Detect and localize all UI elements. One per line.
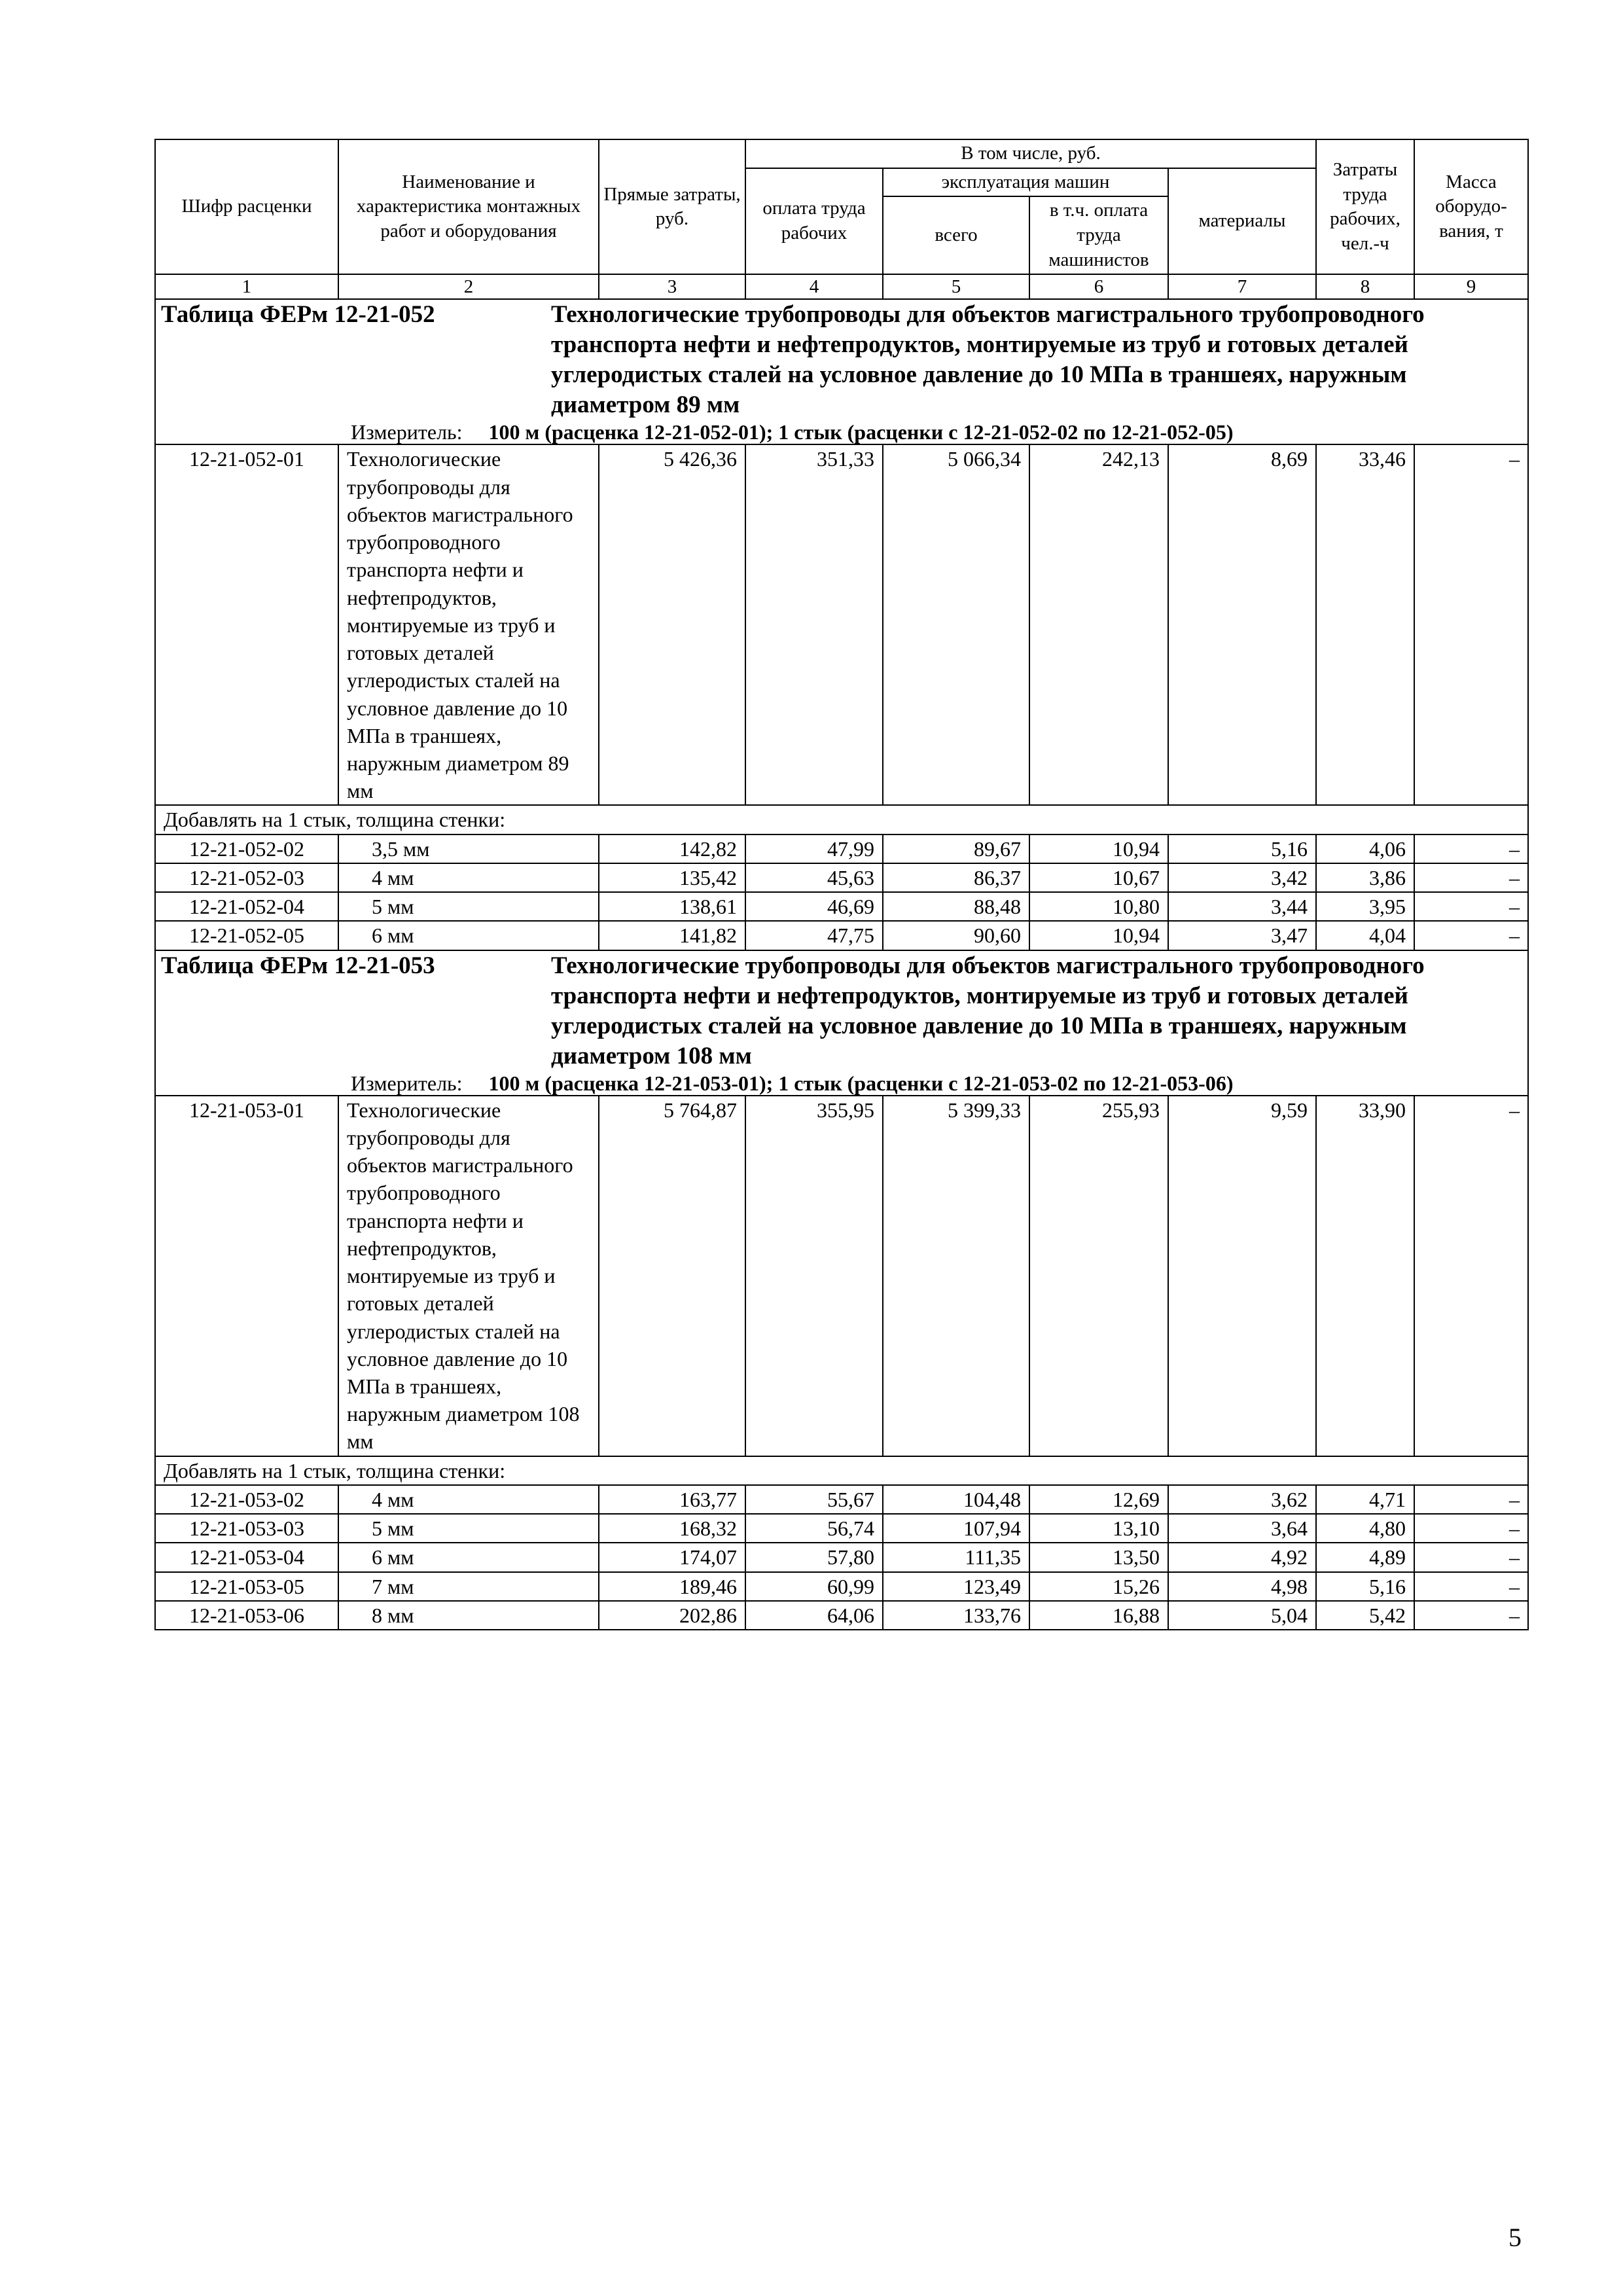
wall-thickness-cell: 6 мм [338, 1543, 599, 1571]
direct-costs-cell: 142,82 [599, 834, 745, 863]
column-number: 2 [338, 274, 599, 299]
equipment-mass-cell: – [1414, 834, 1528, 863]
operators-pay-cell: 10,94 [1029, 834, 1168, 863]
machines-total-cell: 89,67 [883, 834, 1029, 863]
direct-costs-cell: 174,07 [599, 1543, 745, 1571]
direct-costs-cell: 202,86 [599, 1601, 745, 1630]
header-equipment-mass: Масса оборудо-вания, т [1414, 139, 1528, 274]
worker-pay-cell: 47,75 [745, 921, 883, 950]
column-number: 7 [1168, 274, 1316, 299]
work-name-cell: Технологические трубопроводы для объектов магистрального трубопроводного транспорта нефти и нефтепродуктов, монтируемые из труб и готовых деталей углеродистых сталей на условное давление до 10 МПа в траншеях, наружным диаметром 108 мм [338, 1096, 599, 1456]
header-labor-hours: Затраты труда рабочих, чел.-ч [1316, 139, 1414, 274]
direct-costs-cell: 5 764,87 [599, 1096, 745, 1456]
rates-table-body [155, 139, 1528, 1630]
table-label: Таблица ФЕРм 12-21-053 [161, 952, 435, 979]
header-name: Наименование и характеристика монтажных работ и оборудования [338, 139, 599, 274]
labor-hours-cell: 4,06 [1316, 834, 1414, 863]
operators-pay-cell: 13,10 [1029, 1514, 1168, 1543]
table-row [155, 1096, 1528, 1456]
rate-code-cell: 12-21-052-03 [155, 863, 338, 892]
subheader-row [155, 805, 1528, 834]
direct-costs-cell: 163,77 [599, 1485, 745, 1514]
materials-cell: 8,69 [1168, 444, 1316, 805]
equipment-mass-cell: – [1414, 1096, 1528, 1456]
header-including: В том числе, руб. [745, 139, 1316, 168]
header-operators-pay: в т.ч. оплата труда машинистов [1029, 196, 1168, 274]
column-number: 9 [1414, 274, 1528, 299]
worker-pay-cell: 60,99 [745, 1572, 883, 1601]
table-caption [155, 950, 1528, 1096]
machines-total-cell: 133,76 [883, 1601, 1029, 1630]
machines-total-cell: 90,60 [883, 921, 1029, 950]
materials-cell: 4,92 [1168, 1543, 1316, 1571]
column-number: 3 [599, 274, 745, 299]
equipment-mass-cell: – [1414, 444, 1528, 805]
machines-total-cell: 5 399,33 [883, 1096, 1029, 1456]
subheader-text: Добавлять на 1 стык, толщина стенки: [155, 805, 1528, 834]
equipment-mass-cell: – [1414, 1543, 1528, 1571]
machines-total-cell: 111,35 [883, 1543, 1029, 1571]
materials-cell: 3,44 [1168, 892, 1316, 921]
table-caption-grid [161, 300, 1522, 420]
column-number: 6 [1029, 274, 1168, 299]
work-name-cell: Технологические трубопроводы для объектов магистрального трубопроводного транспорта нефти и нефтепродуктов, монтируемые из труб и готовых деталей углеродистых сталей на условное давление до 10 МПа в траншеях, наружным диаметром 89 мм [338, 444, 599, 805]
table-caption-row [155, 950, 1528, 1096]
column-number: 8 [1316, 274, 1414, 299]
rate-code-cell: 12-21-053-03 [155, 1514, 338, 1543]
measure-unit-value: 100 м (расценка 12-21-052-01); 1 стык (расценки с 12-21-052-02 по 12-21-052-05) [488, 420, 1234, 444]
labor-hours-cell: 33,90 [1316, 1096, 1414, 1456]
worker-pay-cell: 56,74 [745, 1514, 883, 1543]
worker-pay-cell: 45,63 [745, 863, 883, 892]
labor-hours-cell: 5,42 [1316, 1601, 1414, 1630]
rate-code-cell: 12-21-053-04 [155, 1543, 338, 1571]
labor-hours-cell: 4,71 [1316, 1485, 1414, 1514]
equipment-mass-cell: – [1414, 1485, 1528, 1514]
rate-code-cell: 12-21-052-05 [155, 921, 338, 950]
equipment-mass-cell: – [1414, 892, 1528, 921]
rate-code-cell: 12-21-053-01 [155, 1096, 338, 1456]
direct-costs-cell: 138,61 [599, 892, 745, 921]
table-row [155, 834, 1528, 863]
rate-code-cell: 12-21-052-01 [155, 444, 338, 805]
table-row [155, 921, 1528, 950]
labor-hours-cell: 33,46 [1316, 444, 1414, 805]
machines-total-cell: 88,48 [883, 892, 1029, 921]
materials-cell: 3,62 [1168, 1485, 1316, 1514]
materials-cell: 3,47 [1168, 921, 1316, 950]
measure-unit-label: Измеритель: [351, 1071, 463, 1095]
machines-total-cell: 123,49 [883, 1572, 1029, 1601]
table-row [155, 863, 1528, 892]
table-row [155, 1514, 1528, 1543]
machines-total-cell: 5 066,34 [883, 444, 1029, 805]
materials-cell: 3,42 [1168, 863, 1316, 892]
table-caption-grid [161, 951, 1522, 1071]
table-row [155, 1543, 1528, 1571]
subheader-row [155, 1456, 1528, 1485]
table-row [155, 1485, 1528, 1514]
direct-costs-cell: 168,32 [599, 1514, 745, 1543]
header-machine-operation: эксплуатация машин [883, 168, 1168, 197]
materials-cell: 3,64 [1168, 1514, 1316, 1543]
labor-hours-cell: 3,86 [1316, 863, 1414, 892]
subheader-text: Добавлять на 1 стык, толщина стенки: [155, 1456, 1528, 1485]
materials-cell: 5,16 [1168, 834, 1316, 863]
table-title: Технологические трубопроводы для объектов магистрального трубопроводного транспорта нефти и нефтепродуктов, монтируемые из труб и готовых деталей углеродистых сталей на условное давление до 10 МПа в траншеях, наружным диаметром 89 мм [551, 301, 1425, 419]
operators-pay-cell: 10,94 [1029, 921, 1168, 950]
table-row [155, 892, 1528, 921]
machines-total-cell: 107,94 [883, 1514, 1029, 1543]
wall-thickness-cell: 4 мм [338, 1485, 599, 1514]
operators-pay-cell: 13,50 [1029, 1543, 1168, 1571]
header-machines-total: всего [883, 196, 1029, 274]
rates-table [154, 139, 1529, 1630]
wall-thickness-cell: 5 мм [338, 892, 599, 921]
header-direct-costs: Прямые затраты, руб. [599, 139, 745, 274]
measure-unit-value: 100 м (расценка 12-21-053-01); 1 стык (расценки с 12-21-053-02 по 12-21-053-06) [488, 1071, 1234, 1095]
rate-code-cell: 12-21-053-06 [155, 1601, 338, 1630]
measure-unit [161, 420, 1522, 444]
worker-pay-cell: 64,06 [745, 1601, 883, 1630]
header-materials: материалы [1168, 168, 1316, 275]
operators-pay-cell: 255,93 [1029, 1096, 1168, 1456]
header-worker-pay: оплата труда рабочих [745, 168, 883, 275]
materials-cell: 9,59 [1168, 1096, 1316, 1456]
rate-code-cell: 12-21-052-02 [155, 834, 338, 863]
labor-hours-cell: 4,80 [1316, 1514, 1414, 1543]
direct-costs-cell: 135,42 [599, 863, 745, 892]
rate-code-cell: 12-21-053-02 [155, 1485, 338, 1514]
labor-hours-cell: 5,16 [1316, 1572, 1414, 1601]
column-numbers-row [155, 274, 1528, 299]
direct-costs-cell: 189,46 [599, 1572, 745, 1601]
worker-pay-cell: 46,69 [745, 892, 883, 921]
rate-code-cell: 12-21-053-05 [155, 1572, 338, 1601]
operators-pay-cell: 10,67 [1029, 863, 1168, 892]
worker-pay-cell: 55,67 [745, 1485, 883, 1514]
table-row [155, 1601, 1528, 1630]
wall-thickness-cell: 5 мм [338, 1514, 599, 1543]
measure-unit-label: Измеритель: [351, 420, 463, 444]
operators-pay-cell: 12,69 [1029, 1485, 1168, 1514]
table-row [155, 1572, 1528, 1601]
wall-thickness-cell: 4 мм [338, 863, 599, 892]
operators-pay-cell: 10,80 [1029, 892, 1168, 921]
worker-pay-cell: 355,95 [745, 1096, 883, 1456]
equipment-mass-cell: – [1414, 1572, 1528, 1601]
equipment-mass-cell: – [1414, 863, 1528, 892]
direct-costs-cell: 141,82 [599, 921, 745, 950]
materials-cell: 5,04 [1168, 1601, 1316, 1630]
materials-cell: 4,98 [1168, 1572, 1316, 1601]
labor-hours-cell: 4,04 [1316, 921, 1414, 950]
labor-hours-cell: 4,89 [1316, 1543, 1414, 1571]
header-row [155, 139, 1528, 168]
operators-pay-cell: 16,88 [1029, 1601, 1168, 1630]
machines-total-cell: 104,48 [883, 1485, 1029, 1514]
wall-thickness-cell: 8 мм [338, 1601, 599, 1630]
measure-unit [161, 1071, 1522, 1095]
operators-pay-cell: 242,13 [1029, 444, 1168, 805]
wall-thickness-cell: 3,5 мм [338, 834, 599, 863]
wall-thickness-cell: 6 мм [338, 921, 599, 950]
worker-pay-cell: 351,33 [745, 444, 883, 805]
worker-pay-cell: 57,80 [745, 1543, 883, 1571]
rate-code-cell: 12-21-052-04 [155, 892, 338, 921]
column-number: 5 [883, 274, 1029, 299]
operators-pay-cell: 15,26 [1029, 1572, 1168, 1601]
header-code: Шифр расценки [155, 139, 338, 274]
table-row [155, 444, 1528, 805]
table-label: Таблица ФЕРм 12-21-052 [161, 301, 435, 329]
wall-thickness-cell: 7 мм [338, 1572, 599, 1601]
equipment-mass-cell: – [1414, 1601, 1528, 1630]
table-caption [155, 299, 1528, 444]
table-title: Технологические трубопроводы для объектов магистрального трубопроводного транспорта нефти и нефтепродуктов, монтируемые из труб и готовых деталей углеродистых сталей на условное давление до 10 МПа в траншеях, наружным диаметром 108 мм [551, 952, 1425, 1069]
table-caption-row [155, 299, 1528, 444]
labor-hours-cell: 3,95 [1316, 892, 1414, 921]
worker-pay-cell: 47,99 [745, 834, 883, 863]
equipment-mass-cell: – [1414, 921, 1528, 950]
page-number: 5 [1508, 2223, 1522, 2252]
machines-total-cell: 86,37 [883, 863, 1029, 892]
column-number: 1 [155, 274, 338, 299]
direct-costs-cell: 5 426,36 [599, 444, 745, 805]
equipment-mass-cell: – [1414, 1514, 1528, 1543]
column-number: 4 [745, 274, 883, 299]
